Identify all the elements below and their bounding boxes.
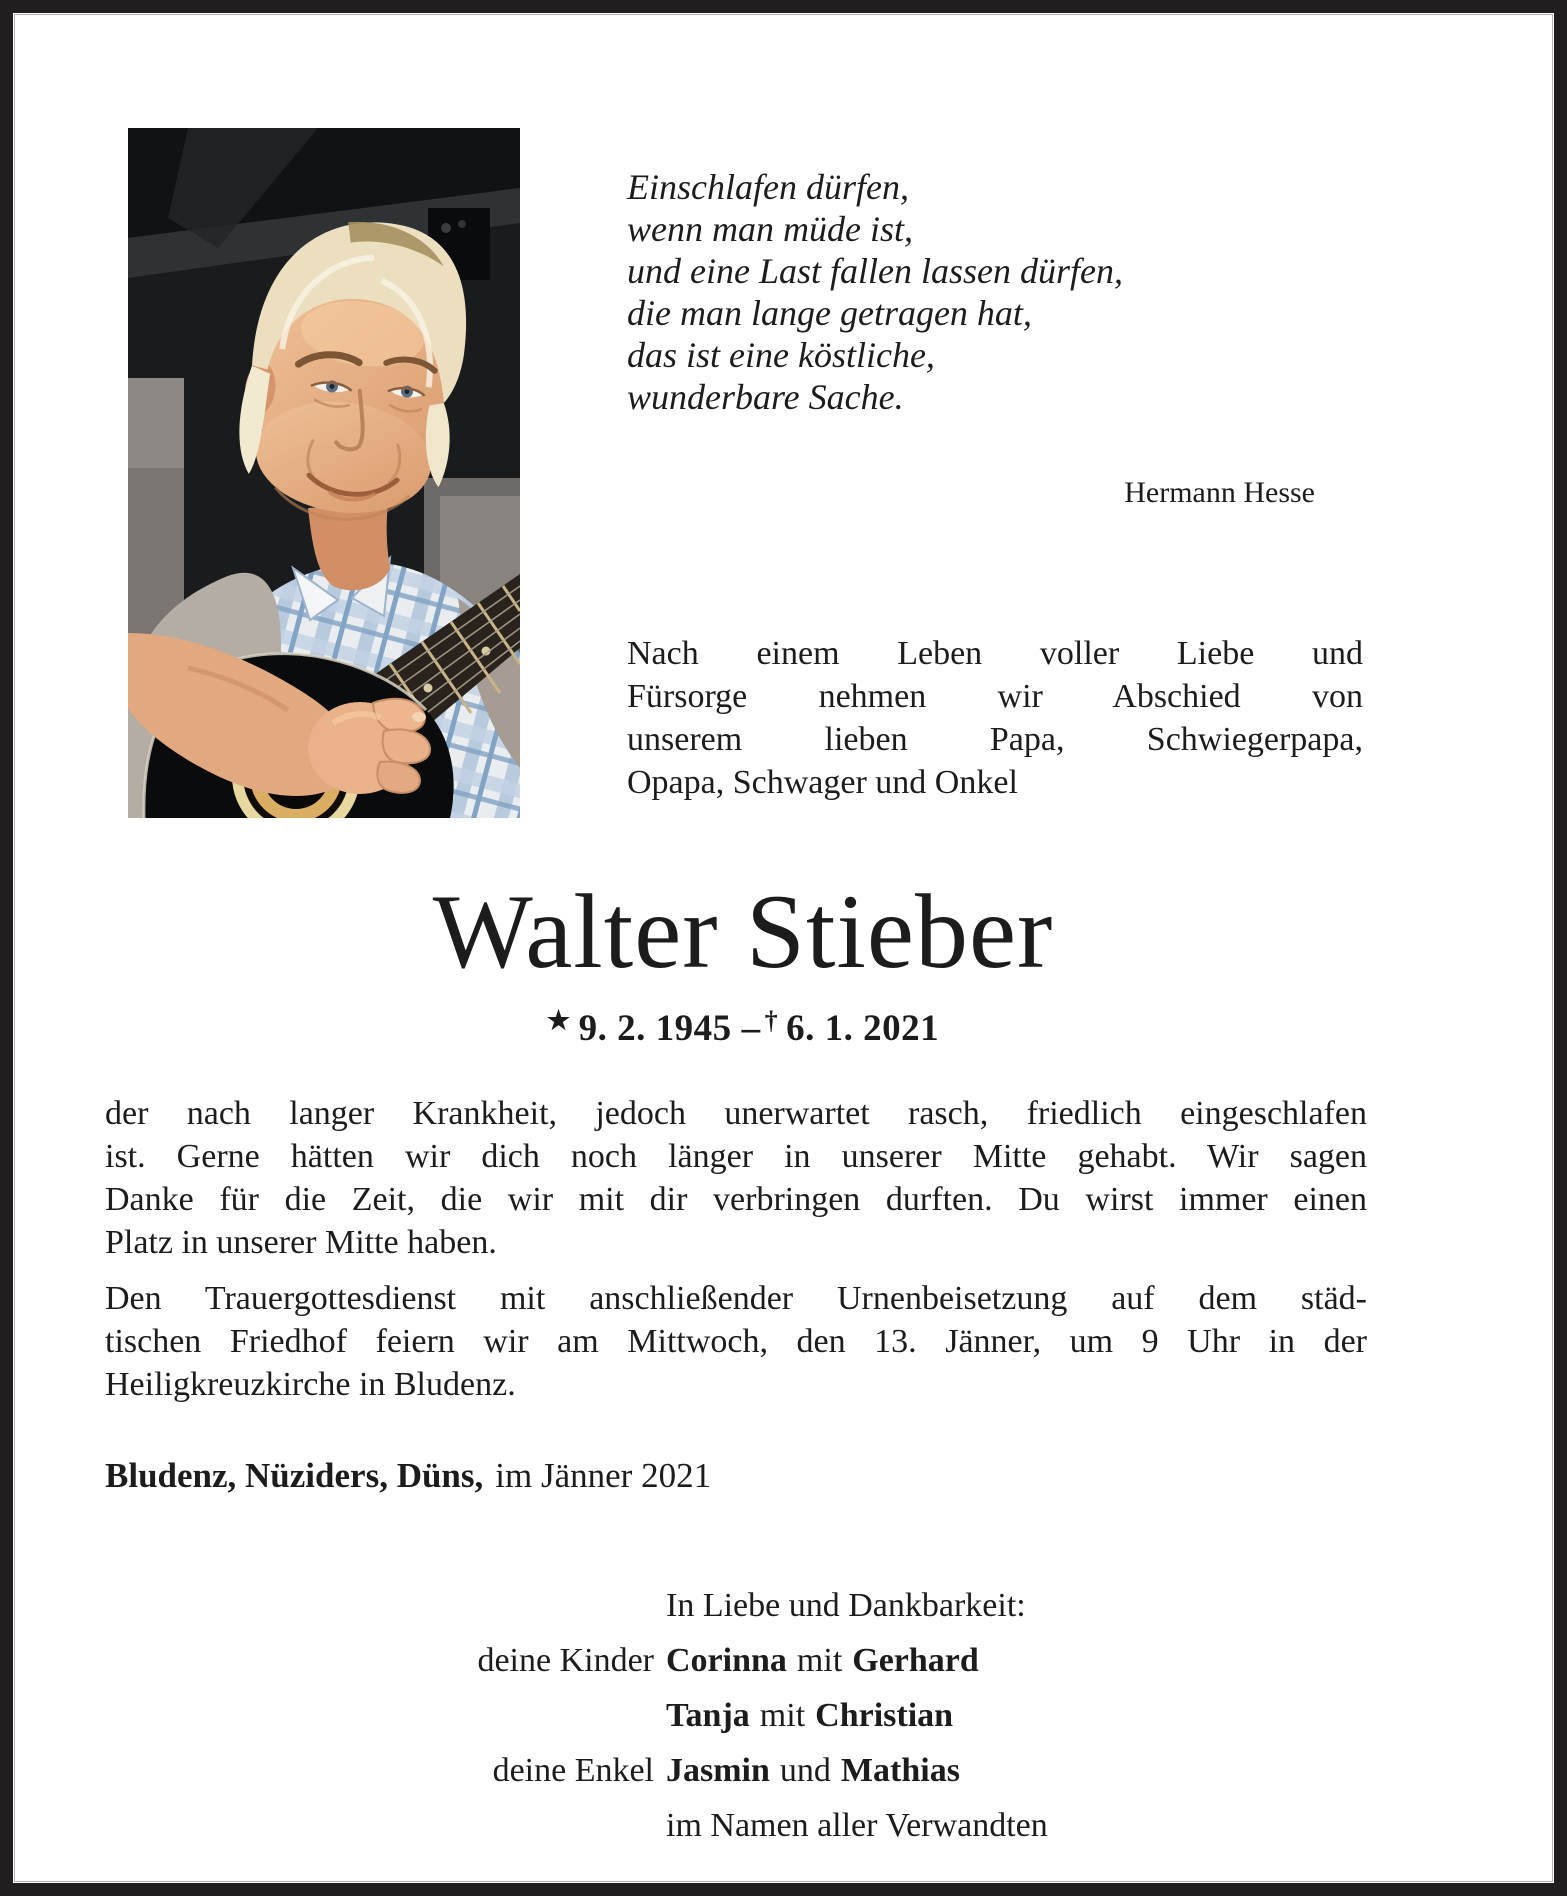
body-paragraph-1 xyxy=(105,1092,1367,1264)
intro-line: unserem lieben Papa, Schwiegerpapa, xyxy=(627,721,1363,758)
quote-line: wenn man müde ist, xyxy=(627,209,913,249)
body-line: der nach langer Krankheit, jedoch unerwartet rasch, friedlich eingeschlafen xyxy=(105,1095,1367,1132)
portrait-photo-graphic xyxy=(128,128,520,818)
mourner-name: Tanja xyxy=(666,1697,750,1734)
name-connector: und xyxy=(779,1752,831,1789)
dateline-places: Bludenz, Nüziders, Düns, xyxy=(105,1456,484,1495)
closing-block xyxy=(105,1578,1367,1853)
birth-star-icon: ★ xyxy=(546,1006,571,1035)
mourner-name: Corinna xyxy=(666,1642,787,1679)
closing-label: deine Kinder xyxy=(477,1642,654,1679)
closing-row xyxy=(105,1743,1367,1798)
intro-line: Opapa, Schwager und Onkel xyxy=(627,764,1018,801)
closing-names xyxy=(666,1633,979,1688)
quote-line: die man lange getragen hat, xyxy=(627,293,1032,333)
closing-label: deine Enkel xyxy=(492,1752,654,1789)
birth-date: 9. 2. 1945 xyxy=(578,1008,732,1049)
intro-paragraph xyxy=(627,632,1363,804)
closing-footer: im Namen aller Verwandten xyxy=(666,1807,1048,1844)
quote-line: Einschlafen dürfen, xyxy=(627,167,909,207)
dateline-date: im Jänner 2021 xyxy=(495,1456,712,1495)
deceased-name: Walter Stieber xyxy=(432,873,1054,990)
closing-heading: In Liebe und Dankbarkeit: xyxy=(666,1587,1026,1624)
death-cross-icon: † xyxy=(764,1006,779,1035)
mourner-name: Christian xyxy=(815,1697,954,1734)
life-dates xyxy=(13,1007,1473,1050)
name-connector: mit xyxy=(759,1697,806,1734)
intro-line: Fürsorge nehmen wir Abschied von xyxy=(627,678,1363,715)
dateline xyxy=(105,1456,711,1496)
body-line: Platz in unserer Mitte haben. xyxy=(105,1224,497,1261)
mourner-name: Mathias xyxy=(840,1752,960,1789)
portrait-photo xyxy=(128,128,520,818)
intro-line: Nach einem Leben voller Liebe und xyxy=(627,635,1363,672)
quote-line: das ist eine köstliche, xyxy=(627,335,935,375)
mourner-name: Gerhard xyxy=(852,1642,979,1679)
closing-names xyxy=(666,1743,960,1798)
closing-row xyxy=(105,1688,1367,1743)
date-separator: – xyxy=(741,1008,761,1049)
quote-attribution: Hermann Hesse xyxy=(1124,476,1315,509)
name-connector: mit xyxy=(796,1642,843,1679)
closing-row xyxy=(105,1633,1367,1688)
body-line: tischen Friedhof feiern wir am Mittwoch, den 13. Jänner, um 9 Uhr in der xyxy=(105,1323,1367,1360)
quote-block xyxy=(627,166,1315,418)
body-paragraph-2 xyxy=(105,1277,1367,1406)
closing-names xyxy=(666,1688,953,1743)
quote-line: und eine Last fallen lassen dürfen, xyxy=(627,251,1123,291)
body-line: ist. Gerne hätten wir dich noch länger in unserer Mitte gehabt. Wir sagen xyxy=(105,1138,1367,1175)
body-line: Den Trauergottesdienst mit anschließender Urnenbeisetzung auf dem städ- xyxy=(105,1280,1367,1317)
body-line: Danke für die Zeit, die wir mit dir verbringen durften. Du wirst immer einen xyxy=(105,1181,1367,1218)
quote-line: wunderbare Sache. xyxy=(627,377,904,417)
body-line: Heiligkreuzkirche in Bludenz. xyxy=(105,1366,516,1403)
mourner-name: Jasmin xyxy=(666,1752,770,1789)
closing-label xyxy=(105,1688,654,1743)
death-date: 6. 1. 2021 xyxy=(786,1008,940,1049)
